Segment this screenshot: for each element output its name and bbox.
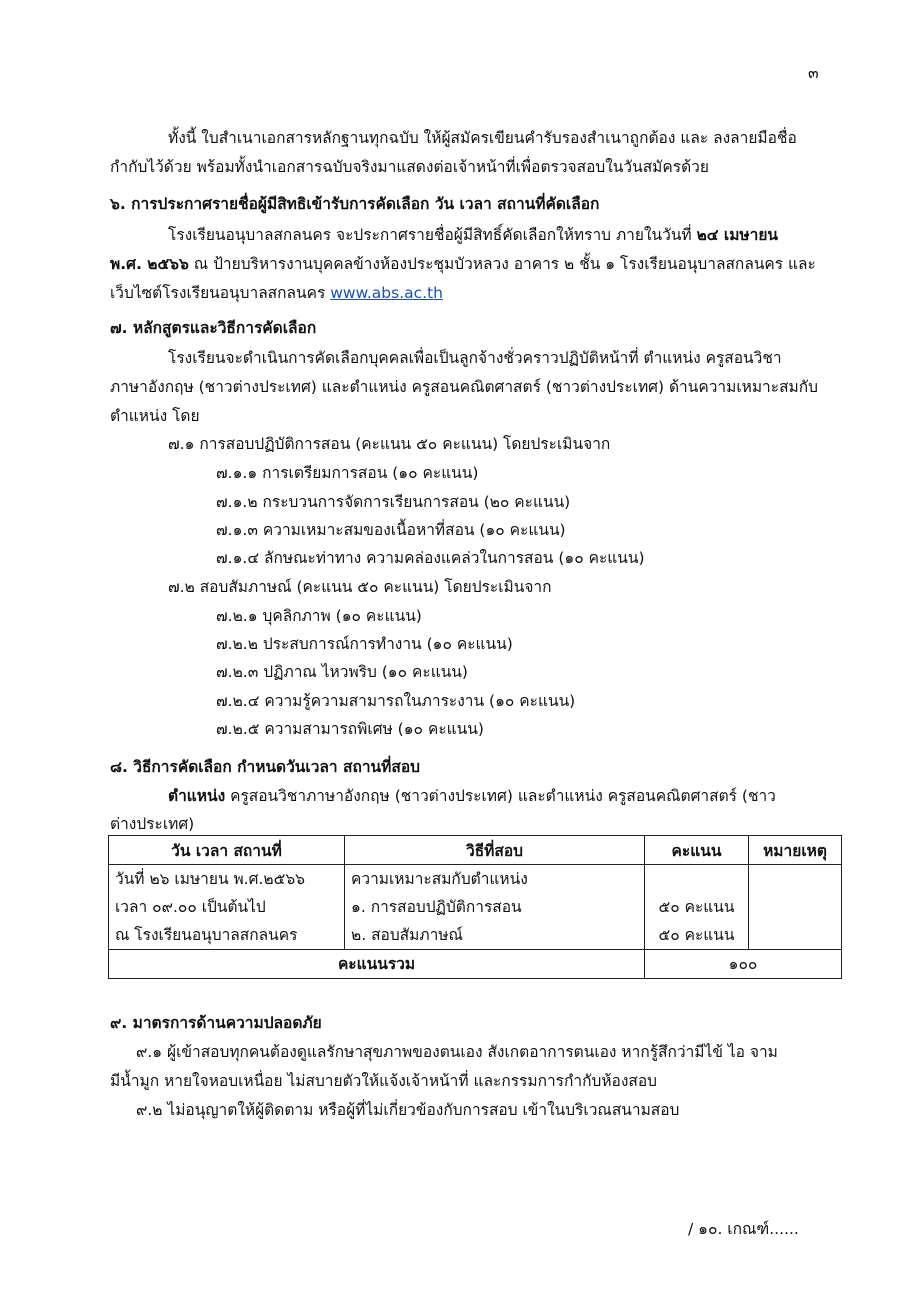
section-6-line-3: เว็บไซต์โรงเรียนอนุบาลสกลนคร www.abs.ac.th xyxy=(110,284,443,302)
section-7-body-2: ภาษาอังกฤษ (ชาวต่างประเทศ) และตำแหน่ง ครูสอนคณิตศาสตร์ (ชาวต่างประเทศ) ด้านความเหมาะสมกับ xyxy=(110,378,818,396)
section-7-heading: ๗. หลักสูตรและวิธีการคัดเลือก xyxy=(110,319,317,337)
header-note: หมายเหตุ xyxy=(749,836,842,865)
section-8-position-line-1: ตำแหน่ง ครูสอนวิชาภาษาอังกฤษ (ชาวต่างประเทศ) และตำแหน่ง ครูสอนคณิตศาสตร์ (ชาว xyxy=(168,787,776,805)
next-page-marker: / ๑๐. เกณฑ์...... xyxy=(688,1220,799,1238)
page-number: ๓ xyxy=(808,64,819,82)
item-7-2-2: ๗.๒.๒ ประสบการณ์การทำงาน (๑๐ คะแนน) xyxy=(216,635,513,653)
total-value: ๑๐๐ xyxy=(645,950,842,979)
table-row xyxy=(109,865,842,950)
item-7-2: ๗.๒ สอบสัมภาษณ์ (คะแนน ๕๐ คะแนน) โดยประเมินจาก xyxy=(168,578,552,596)
section-9-heading: ๙. มาตรการด้านความปลอดภัย xyxy=(110,1014,322,1032)
intro-line-2: กำกับไว้ด้วย พร้อมทั้งนำเอกสารฉบับจริงมาแสดงต่อเจ้าหน้าที่เพื่อตรวจสอบในวันสมัครด้วย xyxy=(110,158,709,176)
total-label: คะแนนรวม xyxy=(109,950,645,979)
header-score: คะแนน xyxy=(645,836,749,865)
section-8-position-line-2: ต่างประเทศ) xyxy=(110,815,195,833)
header-method: วิธีที่สอบ xyxy=(345,836,645,865)
item-9-2: ๙.๒ ไม่อนุญาตให้ผู้ติดตาม หรือผู้ที่ไม่เกี่ยวข้องกับการสอบ เข้าในบริเวณสนามสอบ xyxy=(136,1101,680,1119)
cell-when: วันที่ ๒๖ เมษายน พ.ศ.๒๕๖๖ เวลา ๐๙.๐๐ เป็นต้นไป ณ โรงเรียนอนุบาลสกลนคร xyxy=(109,865,345,950)
section-6-heading: ๖. การประกาศรายชื่อผู้มีสิทธิเข้ารับการคัดเลือก วัน เวลา สถานที่คัดเลือก xyxy=(110,195,600,213)
item-7-1-1: ๗.๑.๑ การเตรียมการสอน (๑๐ คะแนน) xyxy=(216,464,479,482)
section-8-heading: ๘. วิธีการคัดเลือก กำหนดวันเวลา สถานที่สอบ xyxy=(110,758,420,776)
item-7-1-2: ๗.๑.๒ กระบวนการจัดการเรียนการสอน (๒๐ คะแนน) xyxy=(216,493,571,511)
intro-line-1: ทั้งนี้ ใบสำเนาเอกสารหลักฐานทุกฉบับ ให้ผู้สมัครเขียนคำรับรองสำเนาถูกต้อง และ ลงลายมือชื่อ xyxy=(168,129,797,147)
item-7-2-3: ๗.๒.๓ ปฏิภาณ ไหวพริบ (๑๐ คะแนน) xyxy=(216,663,468,681)
section-6-line-1: โรงเรียนอนุบาลสกลนคร จะประกาศรายชื่อผู้มีสิทธิ์คัดเลือกให้ทราบ ภายในวันที่ ๒๔ เมษายน xyxy=(168,226,779,244)
schedule-table xyxy=(108,835,842,979)
item-7-2-5: ๗.๒.๕ ความสามารถพิเศษ (๑๐ คะแนน) xyxy=(216,720,484,738)
item-7-1-4: ๗.๑.๔ ลักษณะท่าทาง ความคล่องแคล่วในการสอน (๑๐ คะแนน) xyxy=(216,549,645,567)
cell-method: ความเหมาะสมกับตำแหน่ง ๑. การสอบปฏิบัติการสอน ๒. สอบสัมภาษณ์ xyxy=(345,865,645,950)
website-link[interactable]: www.abs.ac.th xyxy=(330,284,443,302)
section-7-body-3: ตำแหน่ง โดย xyxy=(110,407,200,425)
item-9-1-line-2: มีน้ำมูก หายใจหอบเหนื่อย ไม่สบายตัวให้แจ้งเจ้าหน้าที่ และกรรมการกำกับห้องสอบ xyxy=(110,1072,658,1090)
item-7-1: ๗.๑ การสอบปฏิบัติการสอน (คะแนน ๕๐ คะแนน) โดยประเมินจาก xyxy=(168,435,611,453)
section-6-line-2: พ.ศ. ๒๕๖๖ ณ ป้ายบริหารงานบุคคลข้างห้องประชุมบัวหลวง อาคาร ๒ ชั้น ๑ โรงเรียนอนุบาลสกลนคร และ xyxy=(110,255,816,273)
header-when: วัน เวลา สถานที่ xyxy=(109,836,345,865)
cell-note xyxy=(749,865,842,950)
item-7-2-4: ๗.๒.๔ ความรู้ความสามารถในภาระงาน (๑๐ คะแนน) xyxy=(216,692,576,710)
cell-score: ๕๐ คะแนน ๕๐ คะแนน xyxy=(645,865,749,950)
item-7-2-1: ๗.๒.๑ บุคลิกภาพ (๑๐ คะแนน) xyxy=(216,607,422,625)
table-total-row xyxy=(109,950,842,979)
item-9-1-line-1: ๙.๑ ผู้เข้าสอบทุกคนต้องดูแลรักษาสุขภาพของตนเอง สังเกตอาการตนเอง หากรู้สึกว่ามีไข้ ไอ จาม xyxy=(136,1043,778,1061)
section-7-body-1: โรงเรียนจะดำเนินการคัดเลือกบุคคลเพื่อเป็นลูกจ้างชั่วคราวปฏิบัติหน้าที่ ตำแหน่ง ครูสอนวิชา xyxy=(168,349,782,367)
item-7-1-3: ๗.๑.๓ ความเหมาะสมของเนื้อหาที่สอน (๑๐ คะแนน) xyxy=(216,521,566,539)
table-header-row xyxy=(109,836,842,865)
